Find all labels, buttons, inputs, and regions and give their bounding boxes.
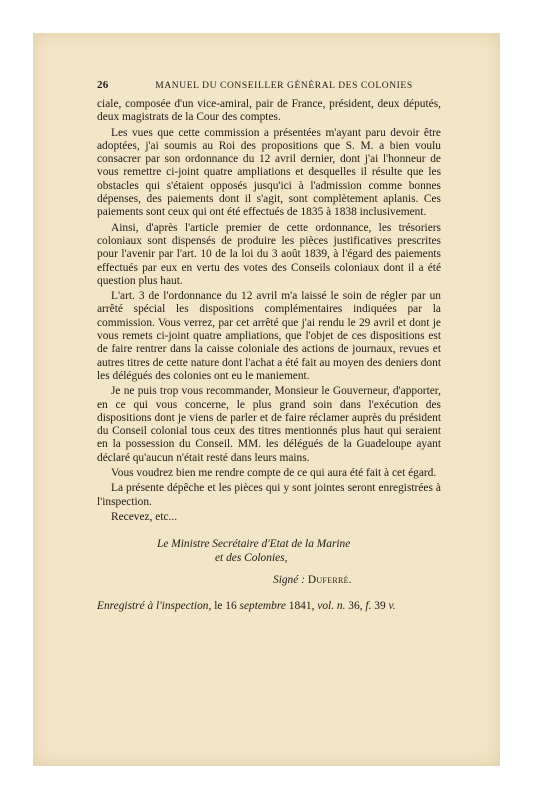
- running-title: MANUEL DU CONSEILLER GÉNÉRAL DES COLONIES: [155, 81, 413, 91]
- signature-title-line1: Le Ministre Secrétaire d'Etat de la Marine: [157, 538, 351, 551]
- registry-year: 1841,: [288, 600, 315, 613]
- paragraph-registration: La présente dépêche et les pièces qui y sont jointes seront enregistrées à l'inspection.: [97, 482, 441, 508]
- paragraph-recommendation: Je ne puis trop vous recommander, Monsieur le Gouverneur, d'apporter, en ce qui vous concerne, le plus grand soin dans l'exécution des dispositions dont je viens de parler et de faire réclamer auprès du président du Conseil colonial tous ceux des titres mentionnés plus haut qui seraient en la possession du Conseil. MM. les délégués de la Guadeloupe ayant déclaré qu'aucun n'était resté dans leurs mains.: [97, 385, 441, 464]
- registry-folio-label: f.: [365, 600, 372, 613]
- paragraph-commission: Les vues que cette commission a présentées m'ayant paru devoir être adoptées, j'ai soumis au Roi des propositions que S. M. a bien voulu consacrer par son ordonnance du 12 avril dernier, dont j'ai l'honneur de vous remettre ci-joint quatre ampliations et desquelles il résulte que les obstacles qui s'étaient opposés jusqu'ici à l'admission comme bonnes dépenses, des paiements dont il s'agit, sont complètement aplanis. Ces paiements sont ceux qui ont été effectués de 1835 à 1838 inclusivement.: [97, 126, 441, 219]
- paragraph-closing: Recevez, etc...: [111, 510, 178, 523]
- signed-name: Duferré.: [307, 574, 352, 587]
- paragraph-continuation: ciale, composée d'un vice-amiral, pair de France, président, deux députés, deux magistrats de la Cour des comptes.: [97, 98, 441, 124]
- signed-label: Signé :: [273, 574, 305, 587]
- registry-label: Enregistré à l'inspection,: [97, 600, 212, 613]
- paragraph-report-request: Vous voudrez bien me rendre compte de ce qui aura été fait à cet égard.: [111, 467, 437, 480]
- document-page: [33, 33, 500, 766]
- registry-folio-side: v.: [388, 600, 396, 613]
- paragraph-ordonnance: Ainsi, d'après l'article premier de cette ordonnance, les trésoriers coloniaux sont dispensés de produire les pièces justificatives prescrites pour l'avenir par l'art. 10 de la loi du 3 août 1839, à l'égard des paiements effectués par eux en vertu des votes des Conseils coloniaux dont il a été question plus haut.: [97, 221, 441, 287]
- signature-title-line2: et des Colonies,: [215, 552, 288, 565]
- registry-note: [97, 599, 441, 613]
- registry-vol-label: vol. n.: [317, 600, 346, 613]
- page-content: [97, 79, 441, 613]
- signature-signed: [97, 573, 441, 587]
- running-header: [97, 79, 441, 91]
- page-number: 26: [97, 79, 109, 91]
- registry-month: septembre: [239, 600, 286, 613]
- registry-date: le 16: [214, 600, 237, 613]
- paragraph-article-3: L'art. 3 de l'ordonnance du 12 avril m'a laissé le soin de régler par un arrêté spécial les dispositions complémentaires indiquées par la commission. Vous verrez, par cet arrêté que j'ai rendu le 29 avril et dont je vous remets ci-joint quatre ampliations, que l'objet de ces dispositions est de faire rentrer dans la caisse coloniale des actions de journaux, revues et autres titres de cette nature dont l'achat a été fait au moyen des deniers dont les délégués des colonies ont eu le maniement.: [97, 290, 441, 382]
- registry-vol-number: 36,: [348, 600, 363, 613]
- registry-folio-number: 39: [374, 600, 386, 613]
